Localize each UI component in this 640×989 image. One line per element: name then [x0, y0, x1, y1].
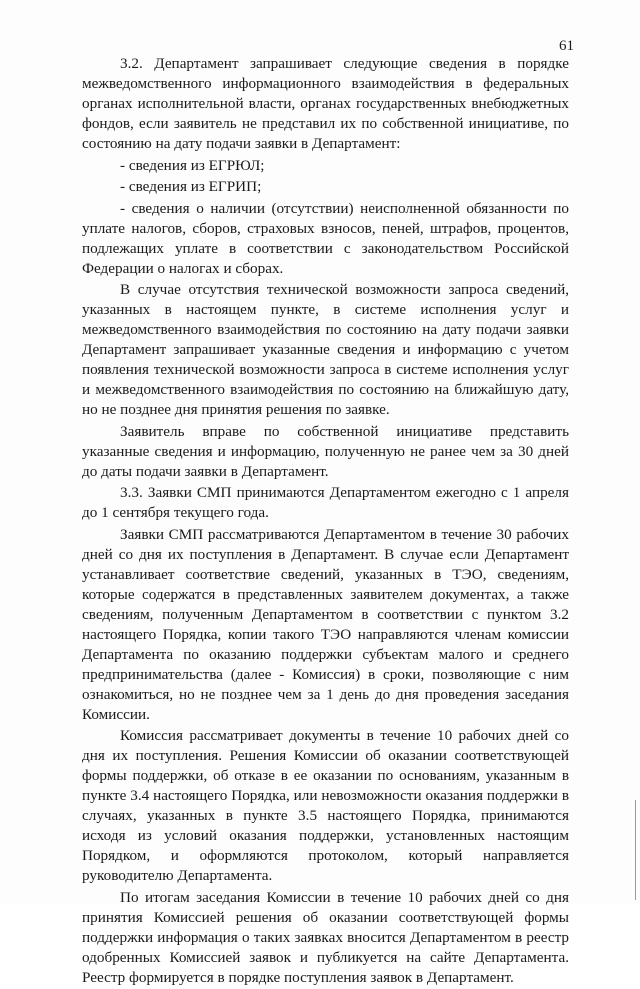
paragraph-registry: По итогам заседания Комиссии в течение 10 рабочих дней со дня принятия Комиссией решения об оказании соответствующей формы поддержки информация о таких заявках вносится Департаментом в реестр одобренных Комиссией заявок и публикуется на сайте Департамента. Реестр формируется в порядке поступления заявок в Департамент.: [82, 888, 569, 986]
paragraph-commission-review: Комиссия рассматривает документы в течение 10 рабочих дней со дня их поступления. Решения Комиссии об оказании соответствующей формы поддержки, об отказе в ее оказании по основаниям, указанным в пункте 3.4 настоящего Порядка, или невозможности оказания поддержки в случаях, указанных в пункте 3.5 настоящего Порядка, принимаются исходя из условий оказания поддержки, установленных настоящим Порядком, и оформляются протоколом, который направляется руководителю Департамента.: [82, 727, 569, 884]
list-item-egrul: - сведения из ЕГРЮЛ;: [120, 156, 265, 174]
page-number: 61: [559, 38, 574, 54]
list-item-egrip: - сведения из ЕГРИП;: [120, 178, 262, 195]
scan-edge-line: [635, 800, 636, 900]
paragraph-review-30-days: Заявки СМП рассматриваются Департаментом в течение 30 рабочих дней со дня их поступления в Департамент. В случае если Департамент устанавливает соответствие сведений, указанных в ТЭО, сведениям, которые содержатся в представленных заявителем документах, а также сведениям, полученным Департаментом в соответствии с пунктом 3.2 настоящего Порядка, копии такого ТЭО направляются членам комиссии Департамента по оказанию поддержки субъектам малого и среднего предпринимательства (далее - Комиссия) в сроки, позволяющие с ним ознакомиться, но не позднее чем за 1 день до дня проведения заседания Комиссии.: [82, 525, 569, 723]
list-item-tax-obligations: - сведения о наличии (отсутствии) неисполненной обязанности по уплате налогов, сборов, страховых взносов, пеней, штрафов, процентов, подлежащих уплате в соответствии с законодательством Российской Федерации о налогах и сборах.: [82, 199, 569, 277]
paragraph-applicant-initiative: Заявитель вправе по собственной инициативе представить указанные сведения и информацию, полученную не ранее чем за 30 дней до даты подачи заявки в Департамент.: [82, 422, 569, 480]
paragraph-technical-possibility: В случае отсутствия технической возможности запроса сведений, указанных в настоящем пункте, в системе исполнения услуг и межведомственного взаимодействия по состоянию на дату подачи заявки Департамент запрашивает указанные сведения и информацию с учетом появления технической возможности запроса в системе исполнения услуг и межведомственного взаимодействия по состоянию на ближайшую дату, но не позднее дня принятия решения по заявке.: [82, 281, 569, 418]
document-body: [82, 54, 569, 989]
paragraph-3-3: 3.3. Заявки СМП принимаются Департаментом ежегодно с 1 апреля до 1 сентября текущего года.: [82, 484, 569, 521]
paragraph-3-2: 3.2. Департамент запрашивает следующие сведения в порядке межведомственного информационного взаимодействия в федеральных органах исполнительной власти, органах государственных внебюджетных фондов, если заявитель не представил их по собственной инициативе, по состоянию на дату подачи заявки в Департамент:: [82, 55, 569, 152]
